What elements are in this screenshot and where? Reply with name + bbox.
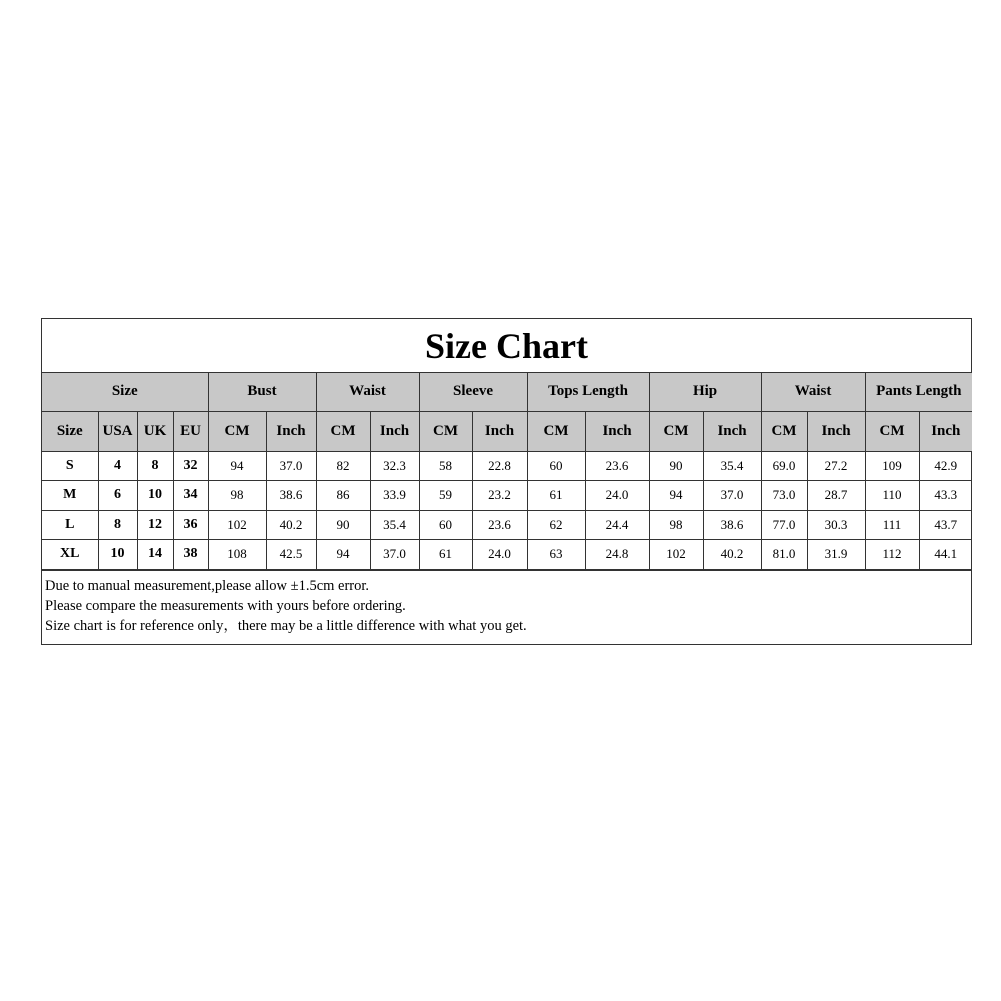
table-cell: 27.2 <box>807 451 865 481</box>
size-chart <box>41 318 972 645</box>
table-row <box>42 540 972 570</box>
table-cell: 102 <box>649 540 703 570</box>
unit-header: Inch <box>807 411 865 451</box>
table-cell: 24.8 <box>585 540 649 570</box>
table-cell: 110 <box>865 481 919 511</box>
table-cell: 35.4 <box>370 510 419 540</box>
group-header-waist: Waist <box>316 373 419 411</box>
table-cell: 10 <box>98 540 137 570</box>
table-cell: 30.3 <box>807 510 865 540</box>
table-cell: 24.0 <box>472 540 527 570</box>
table-cell: 24.4 <box>585 510 649 540</box>
table-cell: 112 <box>865 540 919 570</box>
unit-header: Inch <box>266 411 316 451</box>
table-cell: 61 <box>527 481 585 511</box>
table-cell: 8 <box>98 510 137 540</box>
table-cell: 60 <box>419 510 472 540</box>
table-cell: 12 <box>137 510 173 540</box>
unit-header: CM <box>649 411 703 451</box>
table-cell: 23.6 <box>472 510 527 540</box>
table-cell: 44.1 <box>919 540 972 570</box>
unit-header: Size <box>42 411 98 451</box>
table-row <box>42 510 972 540</box>
unit-header: CM <box>208 411 266 451</box>
unit-header: CM <box>865 411 919 451</box>
table-row <box>42 451 972 481</box>
table-cell: 32.3 <box>370 451 419 481</box>
table-cell: 38.6 <box>266 481 316 511</box>
table-cell: 24.0 <box>585 481 649 511</box>
table-cell: 40.2 <box>266 510 316 540</box>
table-cell: 28.7 <box>807 481 865 511</box>
note-line: Please compare the measurements with yours before ordering. <box>45 597 406 614</box>
table-cell: 62 <box>527 510 585 540</box>
group-header-size: Size <box>42 373 208 411</box>
unit-header: CM <box>419 411 472 451</box>
unit-header: Inch <box>585 411 649 451</box>
table-cell: 23.2 <box>472 481 527 511</box>
unit-header-row <box>42 411 972 451</box>
note-line: Due to manual measurement,please allow ±1.5cm error. <box>45 577 370 594</box>
group-header-bust: Bust <box>208 373 316 411</box>
table-cell: 38 <box>173 540 208 570</box>
unit-header: Inch <box>919 411 972 451</box>
size-table <box>42 373 972 570</box>
table-cell: 58 <box>419 451 472 481</box>
table-cell: 77.0 <box>761 510 807 540</box>
table-cell: 43.3 <box>919 481 972 511</box>
group-header-sleeve: Sleeve <box>419 373 527 411</box>
table-cell: 42.5 <box>266 540 316 570</box>
table-cell: 42.9 <box>919 451 972 481</box>
table-row <box>42 481 972 511</box>
table-cell: 6 <box>98 481 137 511</box>
table-cell: 32 <box>173 451 208 481</box>
table-cell: 33.9 <box>370 481 419 511</box>
table-cell: 73.0 <box>761 481 807 511</box>
table-cell: 82 <box>316 451 370 481</box>
table-cell: 98 <box>649 510 703 540</box>
table-cell: S <box>42 451 98 481</box>
unit-header: Inch <box>370 411 419 451</box>
table-cell: 37.0 <box>703 481 761 511</box>
group-header-pants-waist: Waist <box>761 373 865 411</box>
table-cell: 111 <box>865 510 919 540</box>
table-cell: 37.0 <box>266 451 316 481</box>
table-cell: 8 <box>137 451 173 481</box>
table-cell: 22.8 <box>472 451 527 481</box>
table-cell: 36 <box>173 510 208 540</box>
table-cell: 43.7 <box>919 510 972 540</box>
table-cell: M <box>42 481 98 511</box>
table-cell: 60 <box>527 451 585 481</box>
table-cell: 59 <box>419 481 472 511</box>
unit-header: CM <box>527 411 585 451</box>
unit-header: CM <box>316 411 370 451</box>
table-cell: 69.0 <box>761 451 807 481</box>
table-cell: 10 <box>137 481 173 511</box>
unit-header: Inch <box>703 411 761 451</box>
table-cell: 94 <box>208 451 266 481</box>
group-header-pants-length: Pants Length <box>865 373 972 411</box>
table-cell: 35.4 <box>703 451 761 481</box>
table-cell: 94 <box>649 481 703 511</box>
notes <box>42 570 971 636</box>
table-cell: 90 <box>649 451 703 481</box>
table-cell: 14 <box>137 540 173 570</box>
table-cell: 98 <box>208 481 266 511</box>
table-cell: 109 <box>865 451 919 481</box>
table-cell: 34 <box>173 481 208 511</box>
table-cell: 23.6 <box>585 451 649 481</box>
group-header-hip: Hip <box>649 373 761 411</box>
table-cell: 86 <box>316 481 370 511</box>
table-cell: 63 <box>527 540 585 570</box>
table-cell: 102 <box>208 510 266 540</box>
unit-header: UK <box>137 411 173 451</box>
table-cell: 37.0 <box>370 540 419 570</box>
table-cell: 61 <box>419 540 472 570</box>
table-cell: 4 <box>98 451 137 481</box>
group-header-row <box>42 373 972 411</box>
table-cell: XL <box>42 540 98 570</box>
unit-header: EU <box>173 411 208 451</box>
unit-header: USA <box>98 411 137 451</box>
unit-header: Inch <box>472 411 527 451</box>
unit-header: CM <box>761 411 807 451</box>
chart-title: Size Chart <box>42 319 971 373</box>
table-cell: 108 <box>208 540 266 570</box>
table-body <box>42 451 972 569</box>
table-cell: 90 <box>316 510 370 540</box>
table-cell: 81.0 <box>761 540 807 570</box>
table-cell: 40.2 <box>703 540 761 570</box>
note-line: Size chart is for reference only，there may be a little difference with what you get. <box>45 617 527 634</box>
table-cell: 38.6 <box>703 510 761 540</box>
table-cell: 31.9 <box>807 540 865 570</box>
group-header-tops-length: Tops Length <box>527 373 649 411</box>
table-cell: L <box>42 510 98 540</box>
table-cell: 94 <box>316 540 370 570</box>
